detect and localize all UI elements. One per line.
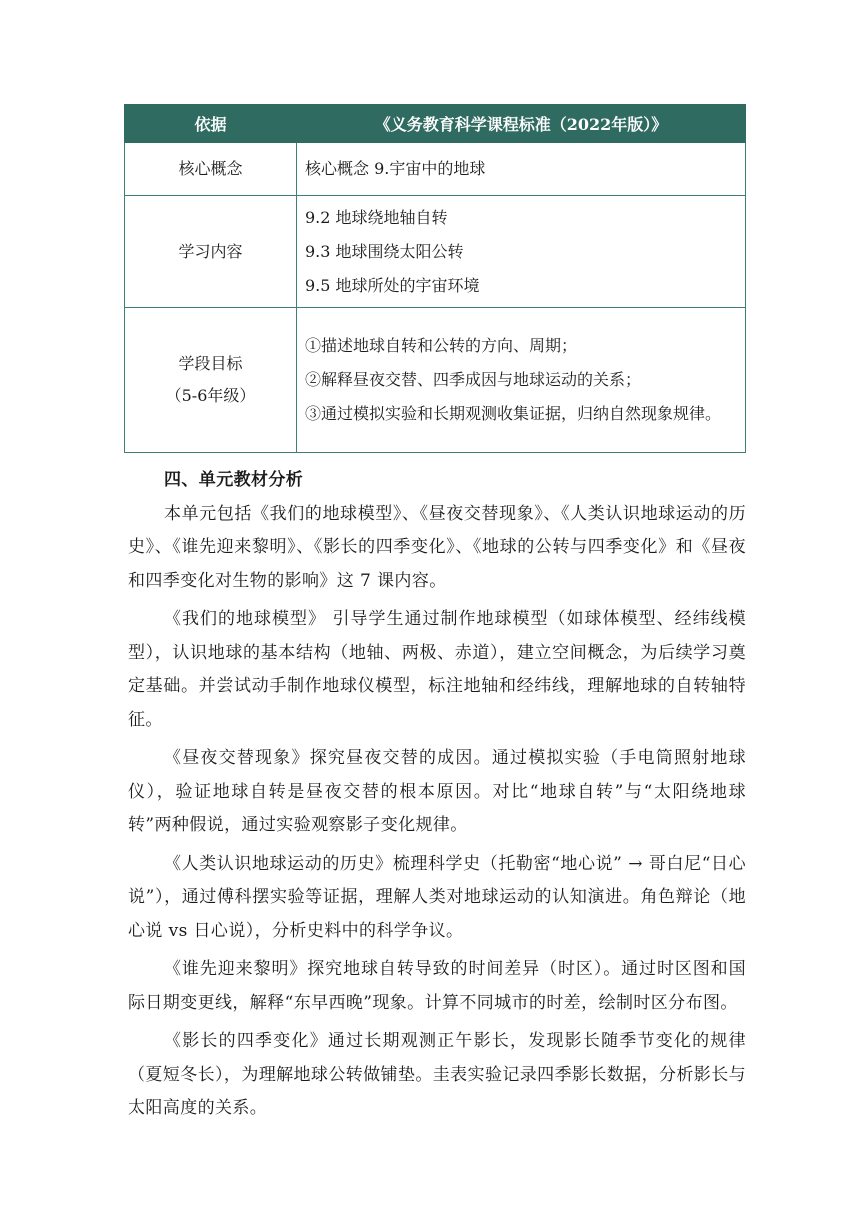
learning-content-cell (297, 196, 746, 308)
header-standard: 《义务教育科学课程标准（2022年版）》 (297, 105, 746, 143)
table-row-stage-goals (125, 308, 746, 453)
learning-content-label: 学习内容 (125, 196, 297, 308)
table-header-row (125, 105, 746, 143)
paragraph: 《谁先迎来黎明》探究地球自转导致的时间差异（时区）。通过时区图和国际日期变更线，解释“东早西晚”现象。计算不同城市的时差，绘制时区分布图。 (128, 959, 746, 1013)
stage-goals-label (125, 308, 297, 453)
stage-goals-label-grade: （5-6年级） (165, 386, 256, 405)
learning-item: 9.5 地球所处的宇宙环境 (305, 275, 480, 295)
stage-goals-label-title: 学段目标 (178, 354, 243, 373)
goal-item: ②解释昼夜交替、四季成因与地球运动的关系； (305, 370, 642, 389)
paragraph: 《昼夜交替现象》探究昼夜交替的成因。通过模拟实验（手电筒照射地球仪），验证地球自转是昼夜交替的根本原因。对比“地球自转”与“太阳绕地球转”两种假说，通过实验观察影子变化规律。 (128, 748, 746, 835)
goal-item: ①描述地球自转和公转的方向、周期； (305, 336, 578, 355)
unit-analysis-section (128, 464, 746, 1126)
learning-item: 9.3 地球围绕太阳公转 (305, 241, 464, 261)
curriculum-standard-table (124, 104, 746, 453)
table-row-learning-content (125, 196, 746, 308)
learning-item: 9.2 地球绕地轴自转 (305, 207, 448, 227)
stage-goals-cell (297, 308, 746, 453)
goal-item: ③通过模拟实验和长期观测收集证据，归纳自然现象规律。 (305, 404, 722, 423)
header-basis: 依据 (125, 105, 297, 143)
paragraph: 《影长的四季变化》通过长期观测正午影长，发现影长随季节变化的规律（夏短冬长），为理解地球公转做铺垫。圭表实验记录四季影长数据，分析影长与太阳高度的关系。 (128, 1031, 746, 1118)
paragraph: 《我们的地球模型》 引导学生通过制作地球模型（如球体模型、经纬线模型），认识地球的基本结构（地轴、两极、赤道），建立空间概念，为后续学习奠定基础。并尝试动手制作地球仪模型，标注地轴和经纬线，理解地球的自转轴特征。 (128, 609, 746, 730)
paragraph: 《人类认识地球运动的历史》梳理科学史（托勒密“地心说” → 哥白尼“日心说”），通过傅科摆实验等证据，理解人类对地球运动的认知演进。角色辩论（地心说 vs 日心说），分析史料中的科学争议。 (128, 853, 746, 941)
table-row-core-concept (125, 143, 746, 196)
core-concept-label: 核心概念 (125, 143, 297, 196)
section-heading: 四、单元教材分析 (164, 470, 304, 490)
core-concept-content: 核心概念 9.宇宙中的地球 (297, 143, 746, 196)
paragraph: 本单元包括《我们的地球模型》、《昼夜交替现象》、《人类认识地球运动的历史》、《谁先迎来黎明》、《影长的四季变化》、《地球的公转与四季变化》和《昼夜和四季变化对生物的影响》这 7 课内容。 (128, 503, 746, 591)
